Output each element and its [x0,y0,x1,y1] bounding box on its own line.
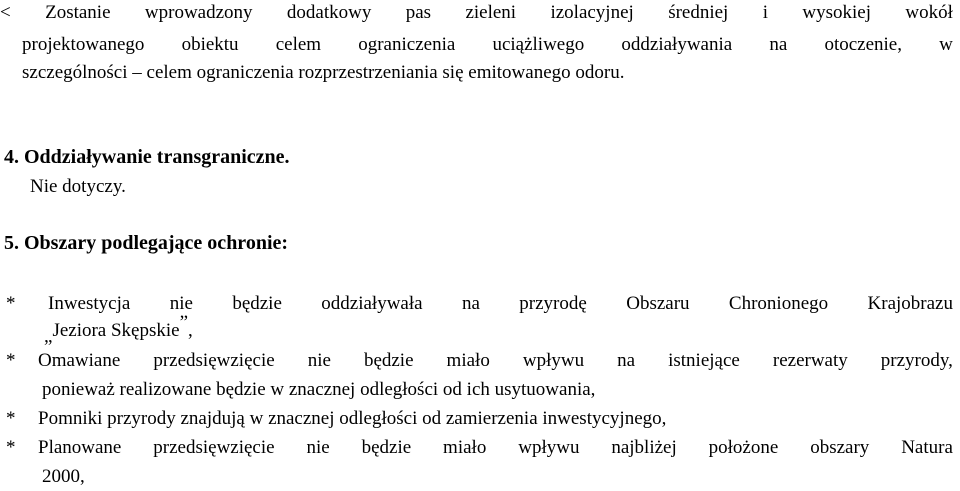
list-item-4-line-2: 2000, [42,466,85,487]
paragraph-line-1 [0,2,953,24]
word: przedsięwzięcie [153,350,275,371]
word: rezerwaty [772,350,848,371]
word: celem [275,34,322,55]
word: przyrody, [880,350,953,371]
word: oddziaływania [621,34,733,55]
word: przyrodę [519,293,587,314]
word: będzie [363,350,414,371]
word: Inwestycja [48,293,131,314]
list-item-1-bullet: * [6,293,16,314]
word: miało [446,350,490,371]
section-4-heading: 4. Oddziaływanie transgraniczne. [4,146,290,168]
word: wokół [905,2,953,23]
list-item-3-bullet: * [6,408,16,429]
word: otoczenie, [824,34,902,55]
section-4-body: Nie dotyczy. [30,176,126,197]
word: nie [306,437,330,458]
word: Obszaru [626,293,690,314]
word: izolacyjnej [550,2,634,23]
word: uciążliwego [492,34,585,55]
word: na [769,34,788,55]
word: obszary [810,437,870,458]
word: istniejące [668,350,740,371]
word: wpływu [522,350,585,371]
word: oddziaływała [321,293,423,314]
word: dodatkowy [286,2,372,23]
word: na [461,293,480,314]
word: miało [443,437,487,458]
word: średniej [668,2,729,23]
list-item-2-line-2: ponieważ realizowane będzie w znacznej odległości od ich usytuowania, [42,379,596,400]
paragraph-line-3: szczególności – celem ograniczenia rozprzestrzeniania się emitowanego odoru. [22,62,625,83]
word: Zostanie [45,2,111,23]
word: ograniczenia [358,34,456,55]
list-item-2-line-1 [38,350,953,372]
list-item-4-bullet: * [6,437,16,458]
word: < [0,2,11,23]
word: nie [307,350,331,371]
word: pas [405,2,432,23]
word: Omawiane [38,350,121,371]
word: i [762,2,768,23]
word: położone [708,437,779,458]
word: wpływu [518,437,580,458]
word: w [939,34,953,55]
word: najbliżej [611,437,677,458]
word: będzie [361,437,412,458]
word: na [617,350,636,371]
word: wprowadzony [144,2,253,23]
word: projektowanego [22,34,145,55]
section-5-heading: 5. Obszary podlegające ochronie: [4,232,289,254]
protected-area-name: Jeziora Skępskie [52,320,180,341]
word: wysokiej [802,2,871,23]
word: obiektu [181,34,239,55]
word: Krajobrazu [867,293,953,314]
word: Chronionego [728,293,829,314]
list-item-1-line-2: „Jeziora Skępskie”, [44,312,193,347]
list-item-3-line-1: Pomniki przyrody znajdują w znacznej odległości od zamierzenia inwestycyjnego, [38,408,667,429]
word: Planowane [38,437,122,458]
word: zieleni [465,2,517,23]
list-item-2-bullet: * [6,350,16,371]
word: przedsięwzięcie [153,437,275,458]
word: Natura [901,437,953,458]
word: będzie [232,293,282,314]
list-item-4-line-1 [38,437,953,459]
word: nie [169,293,193,314]
paragraph-line-2 [22,34,953,56]
